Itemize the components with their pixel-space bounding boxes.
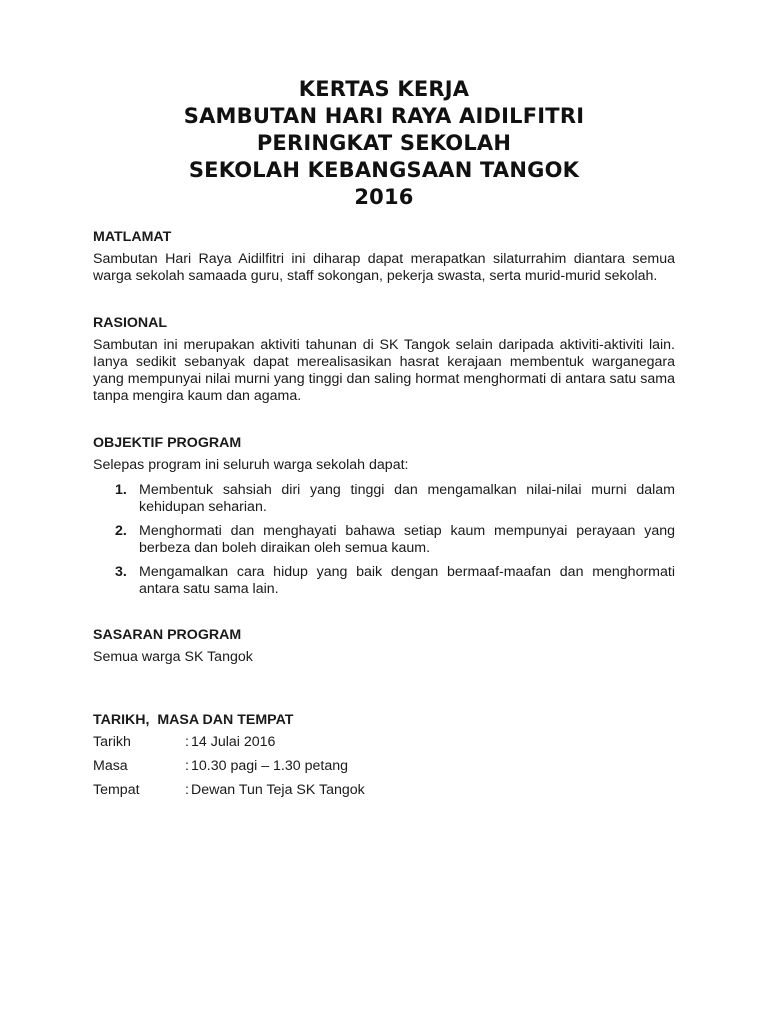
meta-label: Masa <box>93 758 128 774</box>
meta-row-tarikh <box>93 734 675 758</box>
document-body <box>93 229 675 806</box>
tarikh-heading: TARIKH, MASA DAN TEMPAT <box>93 712 294 728</box>
meta-label: Tempat <box>93 782 140 798</box>
matlamat-text: Sambutan Hari Raya Aidilfitri ini diharap dapat merapatkan silaturrahim diantara semua warga sekolah samaada guru, staff sokongan, pekerja swasta, serta murid-murid sekolah. <box>93 251 675 284</box>
list-item-text: Menghormati dan menghayati bahawa setiap kaum mempunyai perayaan yang berbeza dan boleh diraikan oleh semua kaum. <box>139 523 675 556</box>
meta-value: 10.30 pagi – 1.30 petang <box>191 758 348 774</box>
list-item-number: 3. <box>115 564 127 580</box>
meta-row-masa <box>93 758 675 782</box>
section-sasaran <box>93 627 675 666</box>
sasaran-heading: SASARAN PROGRAM <box>93 627 242 643</box>
title-line-4: SEKOLAH KEBANGSAAN TANGOK <box>188 158 580 182</box>
meta-separator: : <box>185 734 189 750</box>
list-item-number: 1. <box>115 482 127 498</box>
section-rasional <box>93 315 675 405</box>
meta-row-tempat <box>93 782 675 806</box>
meta-value: 14 Julai 2016 <box>191 734 276 750</box>
list-item <box>93 482 675 516</box>
section-matlamat <box>93 229 675 285</box>
list-item <box>93 564 675 598</box>
title-line-3: PERINGKAT SEKOLAH <box>256 131 512 155</box>
meta-value: Dewan Tun Teja SK Tangok <box>191 782 365 798</box>
list-item-text: Mengamalkan cara hidup yang baik dengan bermaaf-maafan dan menghormati antara satu sama lain. <box>139 564 675 597</box>
objektif-intro: Selepas program ini seluruh warga sekolah dapat: <box>93 457 409 473</box>
section-tarikh <box>93 712 675 806</box>
sasaran-text: Semua warga SK Tangok <box>93 649 253 665</box>
meta-label: Tarikh <box>93 734 131 750</box>
document-title <box>0 76 768 211</box>
list-item-number: 2. <box>115 523 127 539</box>
objektif-list <box>93 482 675 598</box>
rasional-heading: RASIONAL <box>93 315 168 331</box>
list-item-text: Membentuk sahsiah diri yang tinggi dan mengamalkan nilai-nilai murni dalam kehidupan seharian. <box>139 482 675 515</box>
objektif-heading: OBJEKTIF PROGRAM <box>93 435 242 451</box>
meta-separator: : <box>185 782 189 798</box>
title-line-5: 2016 <box>354 185 414 209</box>
matlamat-heading: MATLAMAT <box>93 229 172 245</box>
meta-separator: : <box>185 758 189 774</box>
title-line-1: KERTAS KERJA <box>298 77 470 101</box>
section-objektif <box>93 435 675 598</box>
rasional-text: Sambutan ini merupakan aktiviti tahunan di SK Tangok selain daripada aktiviti-aktiviti lain. Ianya sedikit sebanyak dapat merealisasikan hasrat kerajaan membentuk warganegara yang mempunyai nilai murni yang tinggi dan saling hormat menghormati di antara satu sama tanpa mengira kaum dan agama. <box>93 337 675 404</box>
list-item <box>93 523 675 557</box>
title-line-2: SAMBUTAN HARI RAYA AIDILFITRI <box>183 104 585 128</box>
